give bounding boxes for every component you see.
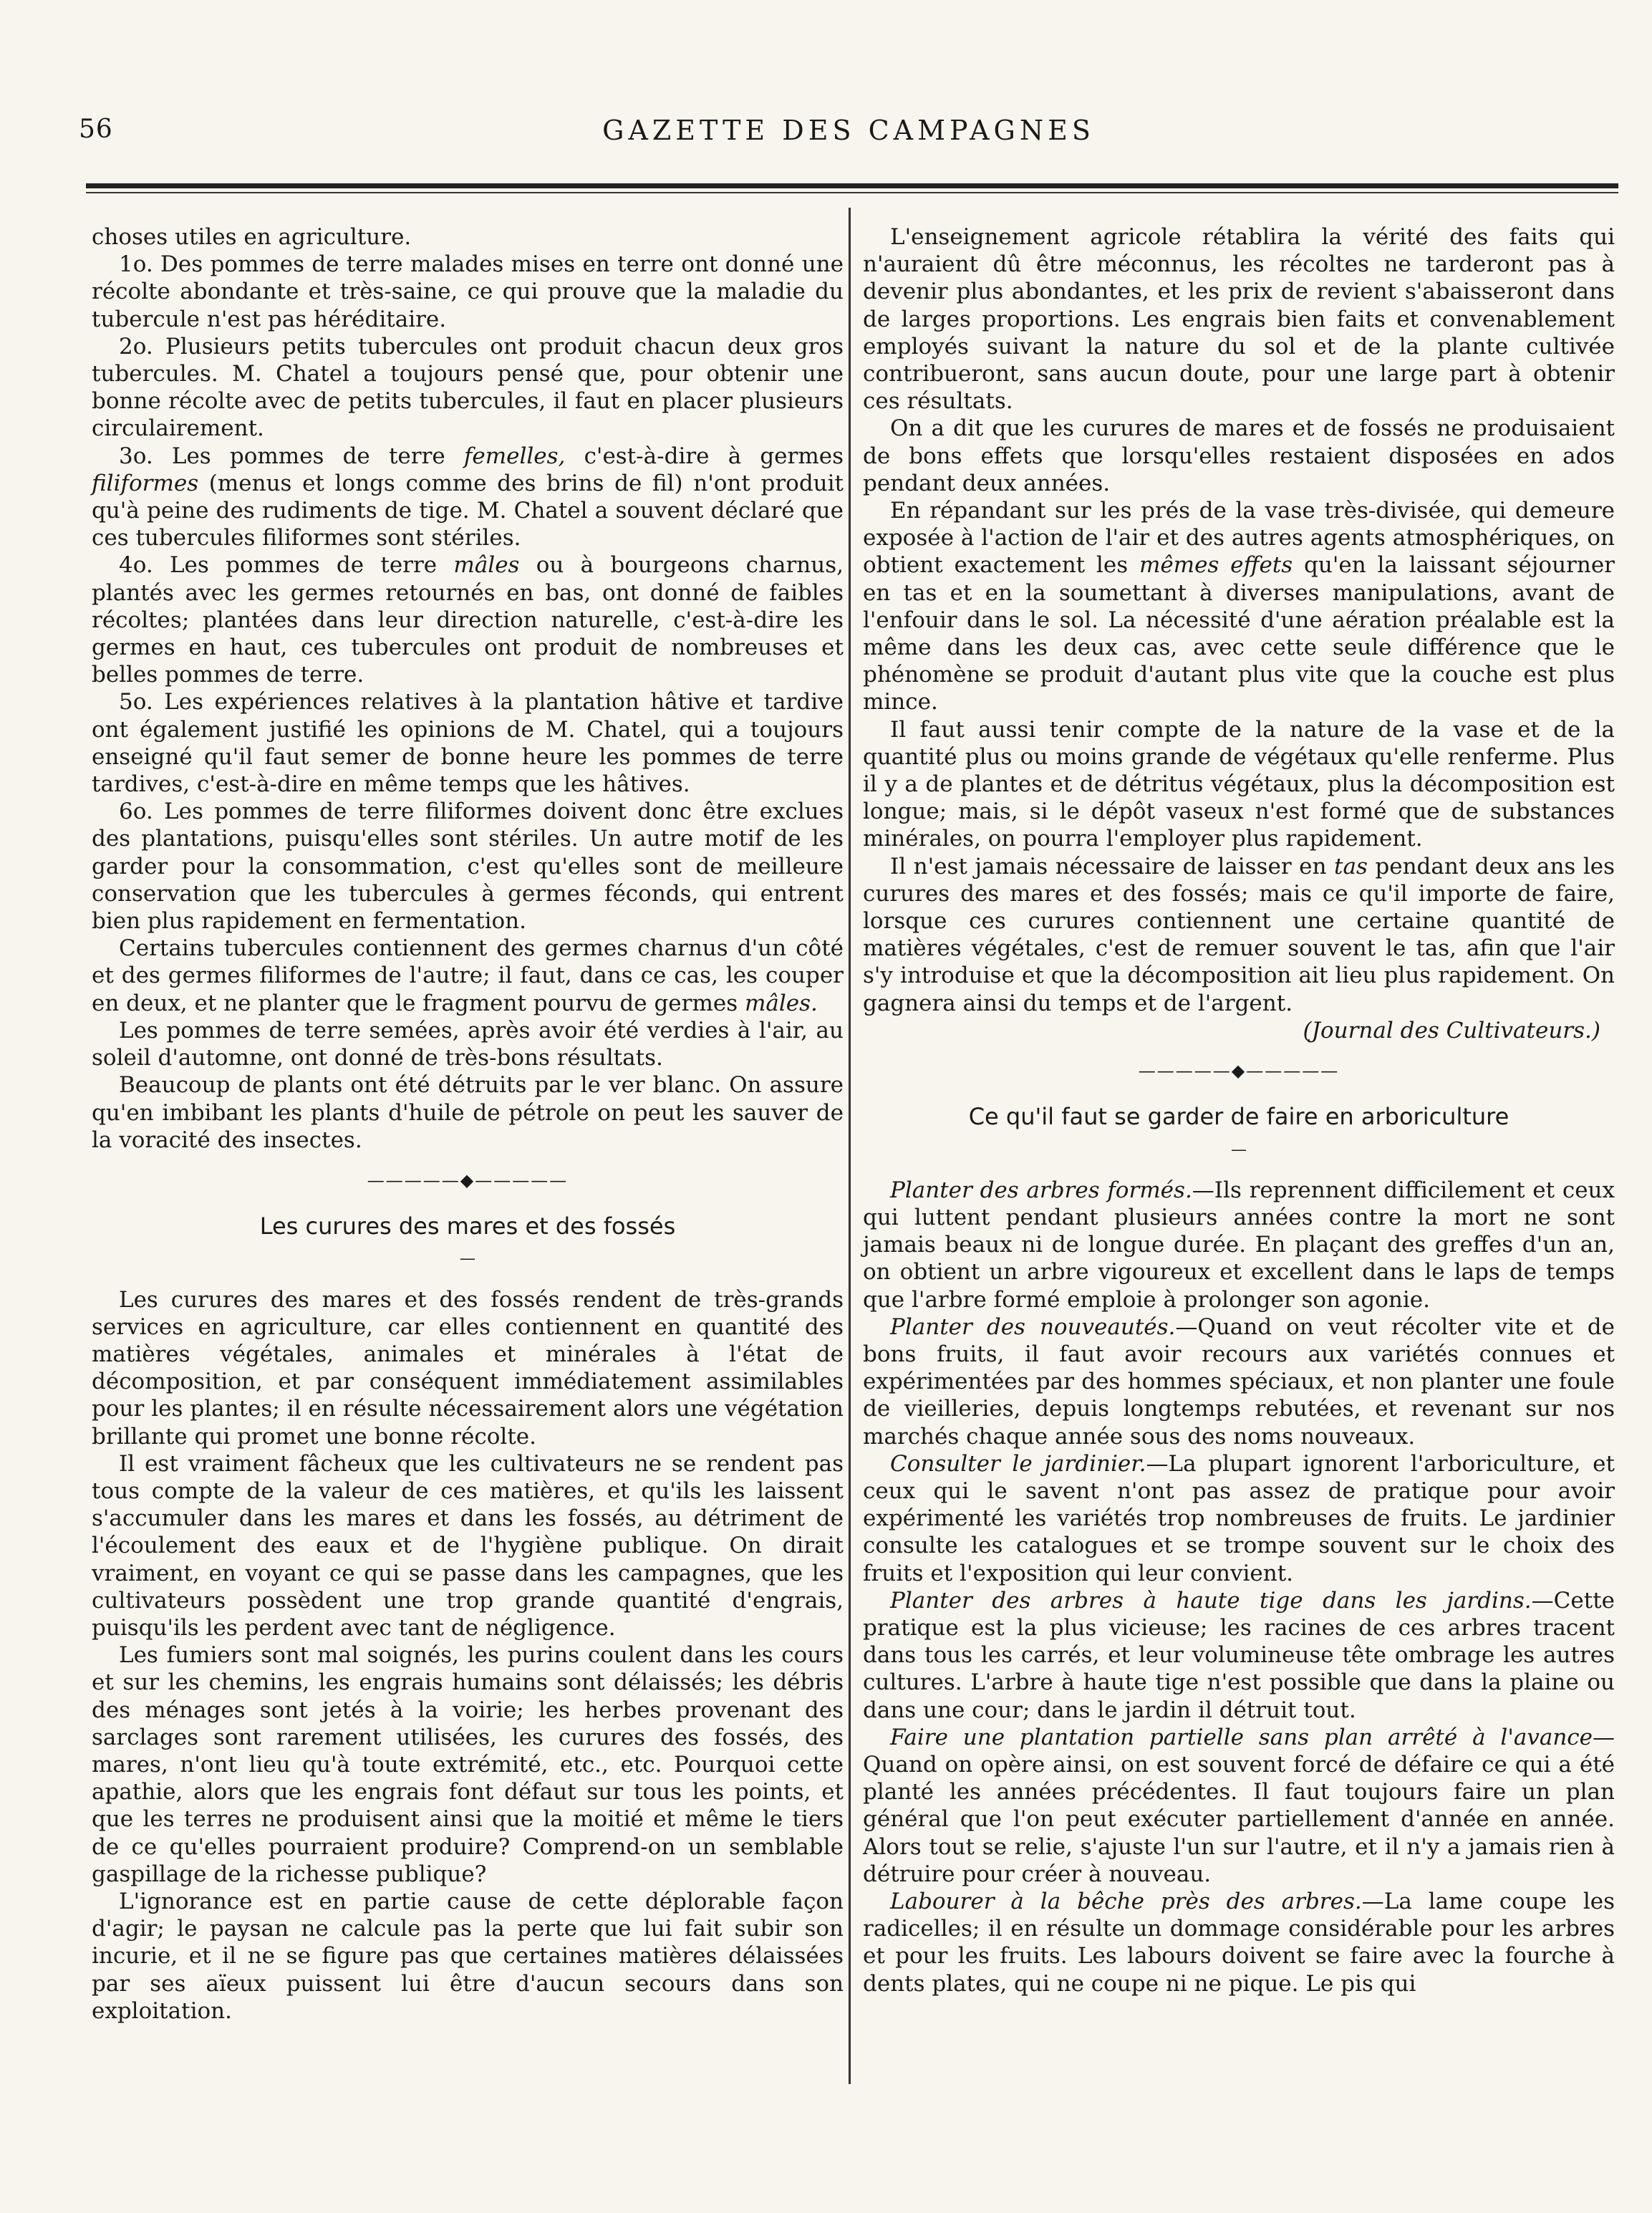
right-column [863, 223, 1615, 1997]
paragraph: 3o. Les pommes de terre femelles, c'est-à-dire à germes filiformes (menus et longs comme des brins de fil) n'ont produit qu'à peine des rudiments de tige. M. Chatel a souvent déclaré que ces tubercules filiformes sont stériles. [92, 443, 844, 551]
heading-rule: — [1231, 1140, 1247, 1159]
paragraph: Labourer à la bêche près des arbres.—La lame coupe les radicelles; il en résulte un dommage considérable pour les arbres et pour les fruits. Les labours doivent se faire avec la fourche à dents plates, qui ne coupe ni ne pique. Le pis qui [863, 1888, 1615, 1997]
paragraph: On a dit que les curures de mares et de fossés ne produisaient de bons effets que lorsqu'elles restaient disposées en ados pendant deux années. [863, 415, 1615, 496]
paragraph: 1o. Des pommes de terre malades mises en terre ont donné une récolte abondante et très-saine, ce qui prouve que la maladie du tubercule n'est pas héréditaire. [92, 251, 844, 332]
paragraph: Les pommes de terre semées, après avoir été verdies à l'air, au soleil d'automne, ont donné de très-bons résultats. [92, 1017, 844, 1071]
paragraph: Planter des arbres à haute tige dans les jardins.—Cette pratique est la plus vicieuse; les racines de ces arbres tracent dans tous les carrés, et leur volumineuse tête ombrage les autres cultures. L'arbre à haute tige n'est possible que dans la plaine ou dans une cour; dans le jardin il détruit tout. [863, 1587, 1615, 1723]
paragraph: Il n'est jamais nécessaire de laisser en tas pendant deux ans les curures des mares et des fossés; mais ce qu'il importe de faire, lorsque ces curures contiennent une certaine quantité de matières végétales, c'est de remuer souvent le tas, afin que l'air s'y introduise et que la décomposition ait lieu plus rapidement. On gagnera ainsi du temps et de l'argent. [863, 853, 1615, 1016]
paragraph: 2o. Plusieurs petits tubercules ont produit chacun deux gros tubercules. M. Chatel a toujours pensé que, pour obtenir une bonne récolte avec de petits tubercules, il faut en placer plusieurs circulairement. [92, 333, 844, 442]
section-separator: —————◆————— [367, 1170, 569, 1190]
page-number: 56 [79, 115, 113, 144]
paragraph: Il faut aussi tenir compte de la nature de la vase et de la quantité plus ou moins grande de végétaux qu'elle renferme. Plus il y a de plantes et de détritus végétaux, plus la décomposition est longue; mais, si le dépôt vaseux n'est formé que de substances minérales, on pourra l'employer plus rapidement. [863, 716, 1615, 852]
column-divider [849, 208, 851, 2084]
paragraph: En répandant sur les prés de la vase très-divisée, qui demeure exposée à l'action de l'air et des autres agents atmosphériques, on obtient exactement les mêmes effets qu'en la laissant séjourner en tas et en la soumettant à diverses manipulations, avant de l'enfouir dans le sol. La nécessité d'une aération préalable est la même dans les deux cas, avec cette seule différence que le phénomène se produit d'autant plus vite que la couche est plus mince. [863, 498, 1615, 715]
header-rule [86, 183, 1618, 188]
paragraph: 5o. Les expériences relatives à la plantation hâtive et tardive ont également justifié les opinions de M. Chatel, qui a toujours enseigné qu'il faut semer de bonne heure les pommes de terre tardives, c'est-à-dire en même temps que les hâtives. [92, 689, 844, 798]
paragraph: Beaucoup de plants ont été détruits par le ver blanc. On assure qu'en imbibant les plants d'huile de pétrole on peut les sauver de la voracité des insectes. [92, 1072, 844, 1153]
paragraph: Planter des nouveautés.—Quand on veut récolter vite et de bons fruits, il faut avoir recours aux variétés connues et expérimentées par des hommes spéciaux, et non planter une foule de vieilleries, depuis longtemps rebutées, et revenant sur nos marchés chaque année sous des noms nouveaux. [863, 1313, 1615, 1450]
paragraph: 6o. Les pommes de terre filiformes doivent donc être exclues des plantations, puisqu'elles sont stériles. Un autre motif de les garder pour la consommation, c'est qu'elles sont de meilleure conservation que les tubercules à germes féconds, qui entrent bien plus rapidement en fermentation. [92, 799, 844, 935]
paragraph: Il est vraiment fâcheux que les cultivateurs ne se rendent pas tous compte de la valeur de ces matières, et qu'ils les laissent s'accumuler dans les mares et dans les fossés, au détriment de l'écoulement des eaux et de l'hygiène publique. On dirait vraiment, en voyant ce qui se passe dans les campagnes, que les cultivateurs possèdent une trop grande quantité d'engrais, puisqu'ils les perdent avec tant de négligence. [92, 1450, 844, 1641]
paragraph: Consulter le jardinier.—La plupart ignorent l'arboriculture, et ceux qui le savent n'ont pas assez de pratique pour avoir expérimenté les variétés trop nombreuses de fruits. Le jardinier consulte les catalogues et se trompe souvent sur le choix des fruits et l'exposition qui leur convient. [863, 1450, 1615, 1586]
header-rule-thin [86, 192, 1618, 193]
left-column [92, 223, 844, 2025]
section-heading: Les curures des mares et des fossés [259, 1212, 676, 1240]
source-signature: (Journal des Cultivateurs.) [1303, 1017, 1600, 1043]
paragraph: L'ignorance est en partie cause de cette déplorable façon d'agir; le paysan ne calcule pas la perte que lui fait subir son incurie, et il ne se figure pas que certaines matières délaissées par ses aïeux puissent lui être d'aucun secours dans son exploitation. [92, 1888, 844, 2024]
section-separator: —————◆————— [1138, 1061, 1340, 1081]
heading-rule: — [460, 1250, 475, 1268]
paragraph: Planter des arbres formés.—Ils reprennent difficilement et ceux qui luttent pendant plusieurs années contre la mort ne sont jamais beaux ni de longue durée. En plaçant des greffes d'un an, on obtient un arbre vigoureux et excellent dans le laps de temps que l'arbre formé emploie à prolonger son agonie. [863, 1177, 1615, 1313]
paragraph: L'enseignement agricole rétablira la vérité des faits qui n'auraient dû être méconnus, les récoltes ne tarderont pas à devenir plus abondantes, et les prix de revient s'abaisseront dans de larges proportions. Les engrais bien faits et convenablement employés suivant la nature du sol et de la plante cultivée contribueront, sans aucun doute, pour une large part à obtenir ces résultats. [863, 224, 1615, 415]
running-title: GAZETTE DES CAMPAGNES [602, 115, 1095, 146]
paragraph: 4o. Les pommes de terre mâles ou à bourgeons charnus, plantés avec les germes retournés en bas, ont donné de faibles récoltes; plantées dans leur direction naturelle, c'est-à-dire les germes en haut, ces tubercules ont produit de nombreuses et belles pommes de terre. [92, 552, 844, 688]
paragraph: choses utiles en agriculture. [92, 224, 412, 250]
section-heading: Ce qu'il faut se garder de faire en arboriculture [968, 1103, 1509, 1131]
paragraph: Faire une plantation partielle sans plan arrêté à l'avance—Quand on opère ainsi, on est souvent forcé de défaire ce qui a été planté les années précédentes. Il faut toujours faire un plan général que l'on peut exécuter partiellement d'année en année. Alors tout se relie, s'ajuste l'un sur l'autre, et il n'y a jamais rien à détruire pour créer à nouveau. [863, 1724, 1615, 1887]
paragraph: Certains tubercules contiennent des germes charnus d'un côté et des germes filiformes de l'autre; il faut, dans ce cas, les couper en deux, et ne planter que le fragment pourvu de germes mâles. [92, 935, 844, 1016]
paragraph: Les curures des mares et des fossés rendent de très-grands services en agriculture, car elles contiennent en quantité des matières végétales, animales et minérales à l'état de décomposition, et par conséquent immédiatement assimilables pour les plantes; il en résulte nécessairement alors une végétation brillante qui promet une bonne récolte. [92, 1286, 844, 1450]
paragraph: Les fumiers sont mal soignés, les purins coulent dans les cours et sur les chemins, les engrais humains sont délaissés; les débris des ménages sont jetés à la voirie; les herbes provenant des sarclages sont rarement utilisées, les curures des fossés, des mares, n'ont lieu qu'à toute extrémité, etc., etc. Pourquoi cette apathie, alors que les engrais font défaut sur tous les points, et que les terres ne produisent ainsi que la moitié et même le tiers de ce qu'elles pourraient produire? Comprend-on un semblable gaspillage de la richesse publique? [92, 1642, 844, 1887]
page-header [72, 115, 1626, 158]
